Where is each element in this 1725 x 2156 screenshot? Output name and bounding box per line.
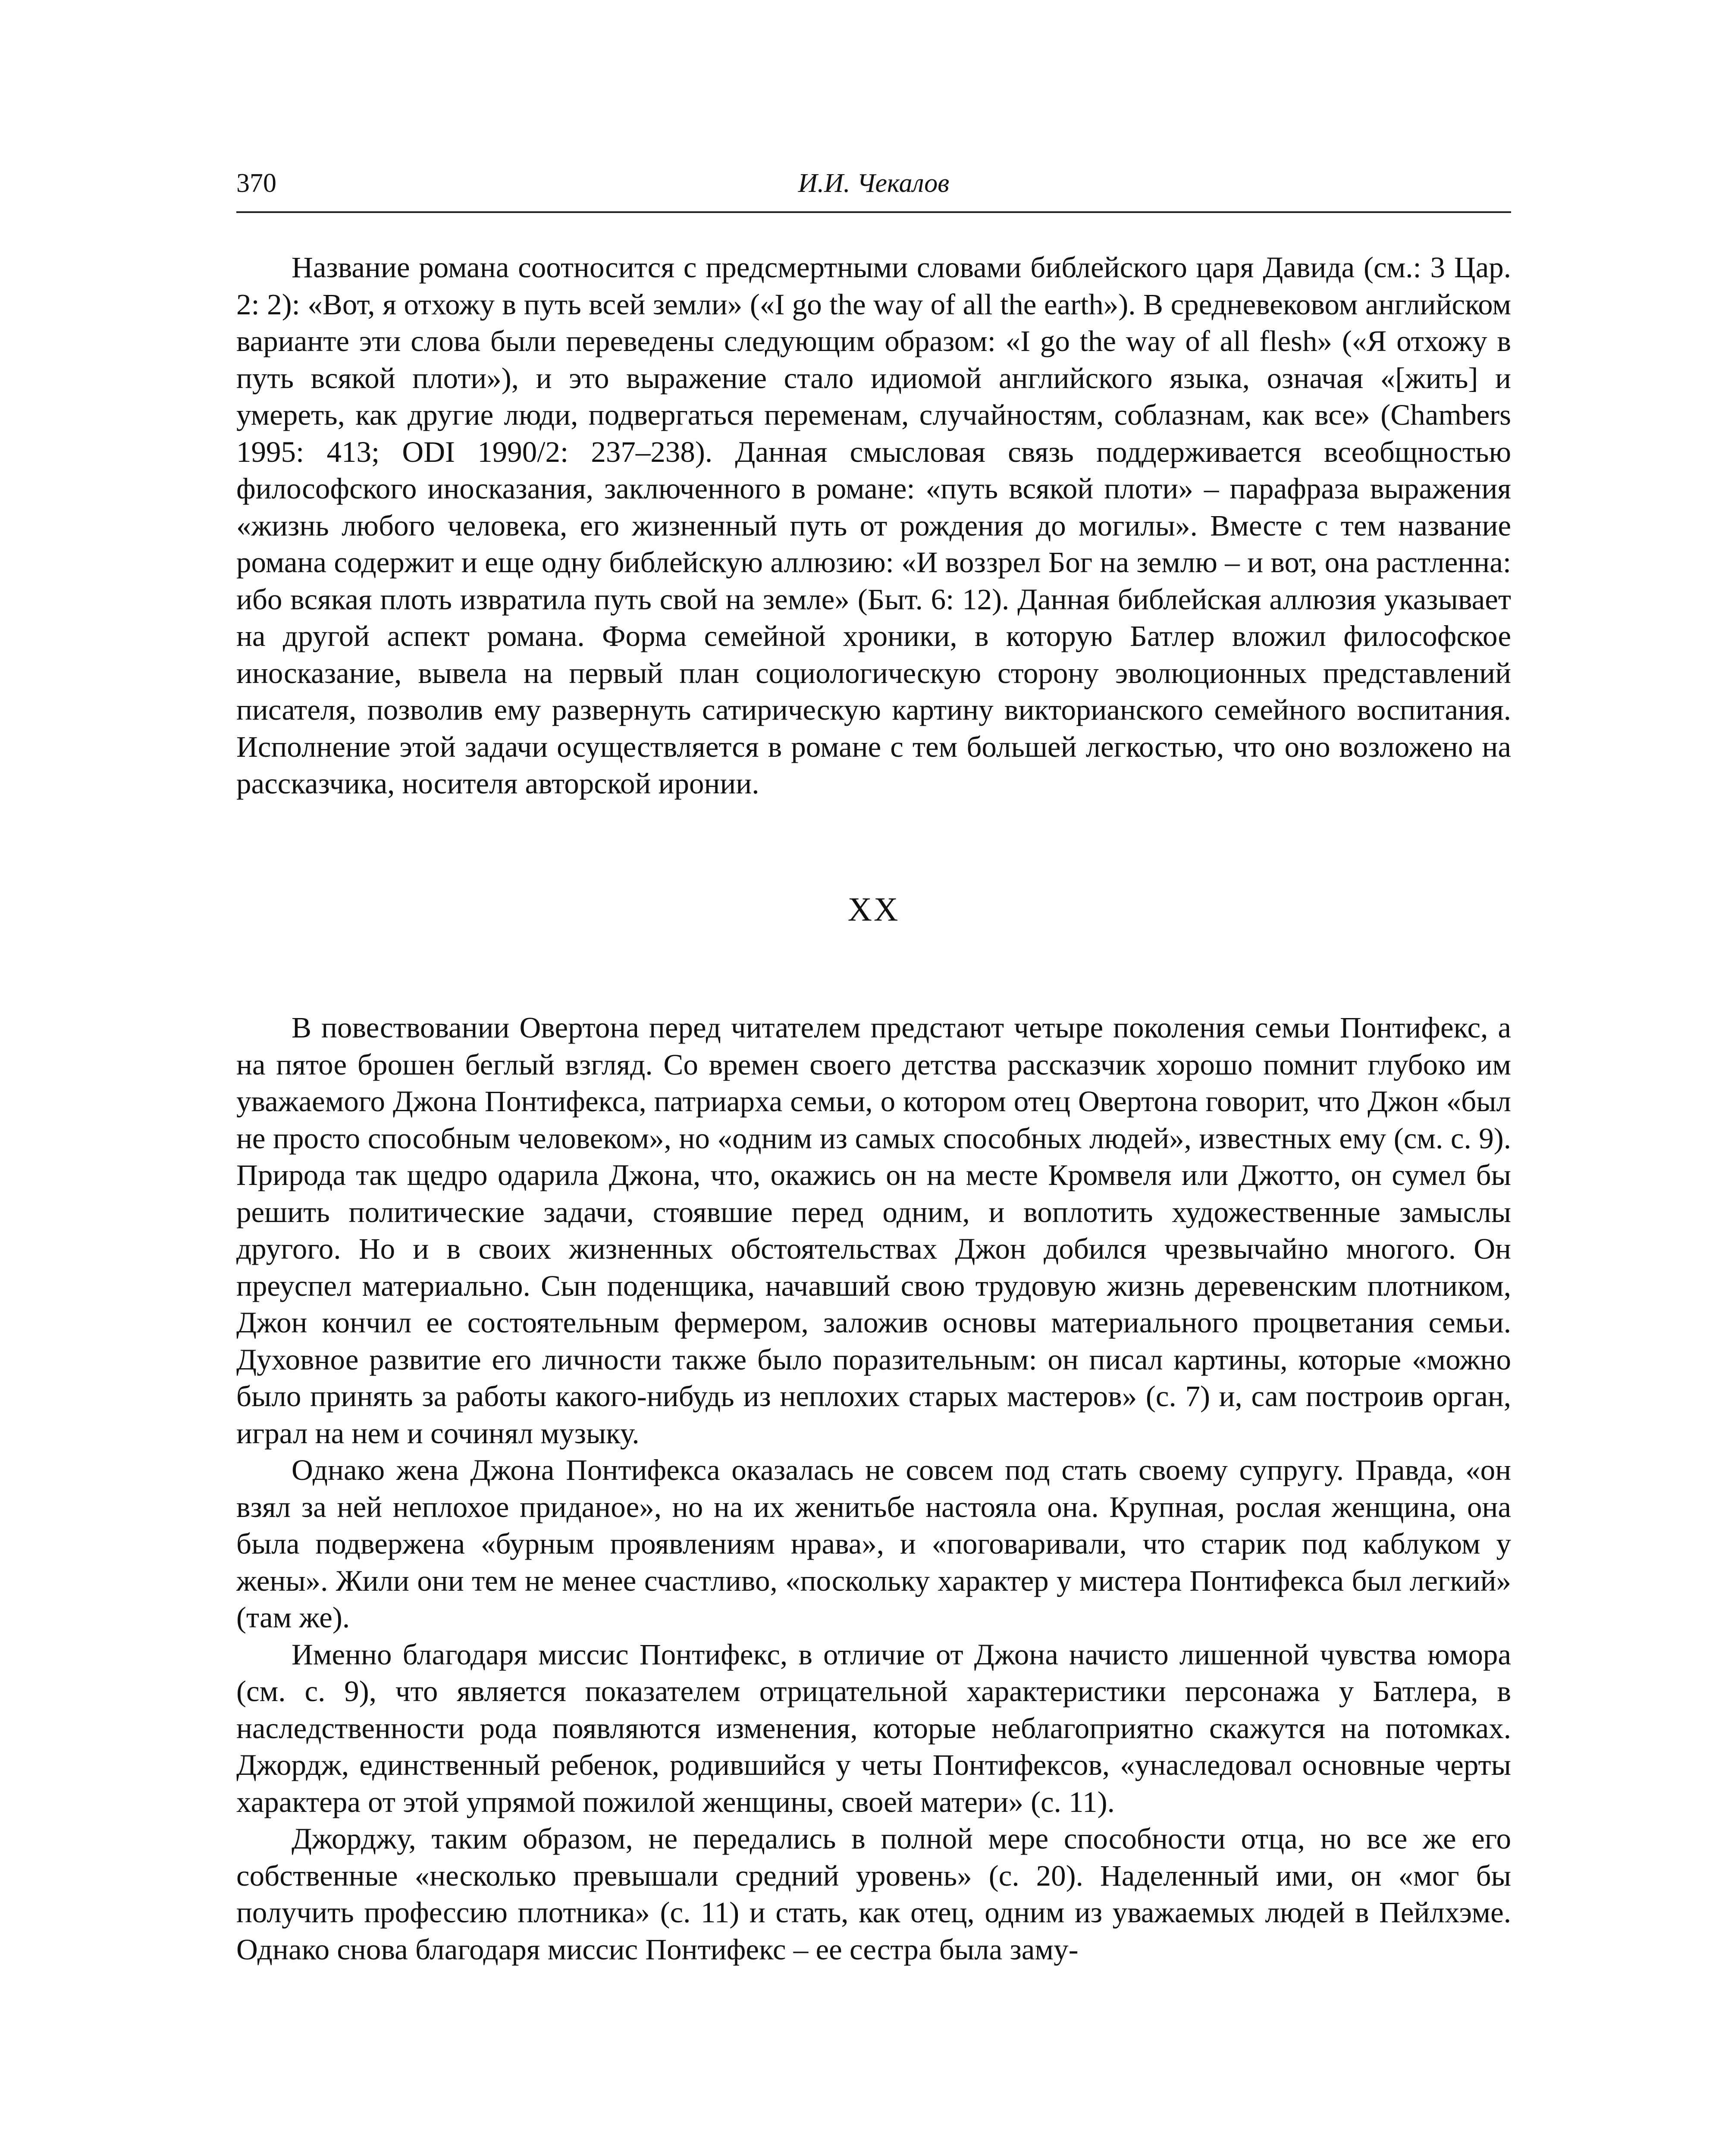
paragraph: Однако жена Джона Понтифекса оказалась не совсем под стать своему супругу. Правда, «он взял за ней неплохое приданое», но на их женитьбе настояла она. Крупная, рослая женщина, она была подвержена «бурным проявлениям нрава», и «поговаривали, что старик под каблуком у жены». Жили они тем не менее счастливо, «поскольку характер у мистера Понтифекса был легкий» (там же). bbox=[236, 1454, 1511, 1634]
page-number: 370 bbox=[236, 169, 276, 198]
paragraph: Именно благодаря миссис Понтифекс, в отличие от Джона начисто лишенной чувства юмора (см. с. 9), что является показателем отрицательной характеристики персонажа у Батлера, в наследственности рода появляются изменения, которые неблагоприятно скажутся на потомках. Джордж, единственный ребенок, родившийся у четы Понтифексов, «унаследовал основные черты характера от этой упрямой пожилой женщины, своей матери» (с. 11). bbox=[236, 1638, 1511, 1818]
body-text bbox=[236, 249, 1511, 1968]
section-heading: XX bbox=[847, 890, 900, 928]
paragraph: В повествовании Овертона перед читателем предстают четыре поколения семьи Понтифекс, а на пятое брошен беглый взгляд. Со времен своего детства рассказчик хорошо помнит глубоко им уважаемого Джона Понтифекса, патриарха семьи, о котором отец Овертона говорит, что Джон «был не просто способным человеком», но «одним из самых способных людей», известных ему (см. с. 9). Природа так щедро одарила Джона, что, окажись он на месте Кромвеля или Джотто, он сумел бы решить политические задачи, стоявшие перед одним, и воплотить художественные замыслы другого. Но и в своих жизненных обстоятельствах Джон добился чрезвычайно многого. Он преуспел материально. Сын поденщика, начавший свою трудовую жизнь деревенским плотником, Джон кончил ее состоятельным фермером, заложив основы материального процветания семьи. Духовное развитие его личности также было поразительным: он писал картины, которые «можно было принять за работы какого-нибудь из неплохих старых мастеров» (с. 7) и, сам построив орган, играл на нем и сочинял музыку. bbox=[236, 1011, 1511, 1450]
running-head bbox=[236, 164, 1511, 213]
paragraph: Название романа соотносится с предсмертными словами библейского царя Давида (см.: 3 Цар. 2: 2): «Вот, я отхожу в путь всей земли» («I go the way of all the earth»). В средневековом английском варианте эти слова были переведены следующим образом: «I go the way of all flesh» («Я отхожу в путь всякой плоти»), и это выражение стало идиомой английского языка, означая «[жить] и умереть, как другие люди, подвергаться переменам, случайностям, соблазнам, как все» (Chambers 1995: 413; ODI 1990/2: 237–238). Данная смысловая связь поддерживается всеобщностью философского иносказания, заключенного в романе: «путь всякой плоти» – парафраза выражения «жизнь любого человека, его жизненный путь от рождения до могилы». Вместе с тем название романа содержит и еще одну библейскую аллюзию: «И воззрел Бог на землю – и вот, она растленна: ибо всякая плоть извратила путь свой на земле» (Быт. 6: 12). Данная библейская аллюзия указывает на другой аспект романа. Форма семейной хроники, в которую Батлер вложил философское иносказание, вывела на первый план социологическую сторону эволюционных представлений писателя, позволив ему развернуть сатирическую картину викторианского семейного воспитания. Исполнение этой задачи осуществляется в романе с тем большей легкостью, что оно возложено на рассказчика, носителя авторской иронии. bbox=[236, 251, 1511, 800]
running-title: И.И. Чекалов bbox=[798, 169, 950, 198]
book-page bbox=[236, 164, 1511, 1968]
paragraph: Джорджу, таким образом, не передались в полной мере способности отца, но все же его собственные «несколько превышали средний уровень» (с. 20). Наделенный ими, он «мог бы получить профессию плотника» (с. 11) и стать, как отец, одним из уважаемых людей в Пейлхэме. Однако снова благодаря миссис Понтифекс – ее сестра была заму- bbox=[236, 1822, 1511, 1966]
